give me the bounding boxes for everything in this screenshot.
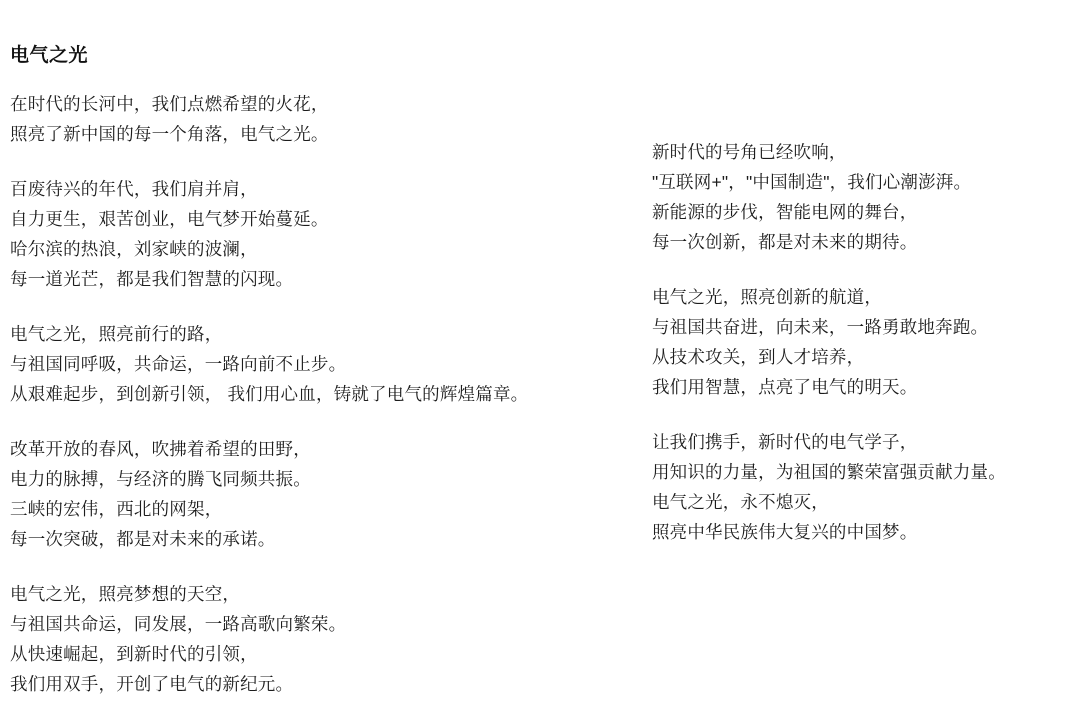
- poem-line: 电气之光，照亮创新的航道，: [651, 287, 883, 307]
- stanza: [652, 427, 1063, 547]
- poem-line: 每一次创新，都是对未来的期待。: [651, 232, 918, 252]
- poem-line: "互联网+"，"中国制造"，我们心潮澎湃。: [651, 172, 972, 192]
- stanza: [10, 89, 642, 149]
- poem-line: 照亮了新中国的每一个角落，电气之光。: [10, 124, 329, 144]
- poem-line: 电气之光，照亮前行的路，: [10, 324, 223, 344]
- poem-column-left: [10, 89, 652, 699]
- poem-column-right: [652, 89, 1063, 547]
- poem-line: 从快速崛起，到新时代的引领，: [10, 644, 258, 664]
- poem-line: 改革开放的春风，吹拂着希望的田野，: [10, 439, 311, 459]
- poem-line: 让我们携手，新时代的电气学子，: [651, 432, 918, 452]
- poem-line: 百废待兴的年代，我们肩并肩，: [10, 179, 258, 199]
- poem-line: 每一道光芒，都是我们智慧的闪现。: [10, 269, 294, 289]
- poem-line: 新时代的号角已经吹响，: [651, 142, 847, 162]
- poem-line: 自力更生，艰苦创业，电气梦开始蔓延。: [10, 209, 329, 229]
- poem-line: 每一次突破，都是对未来的承诺。: [10, 529, 276, 549]
- poem-line: 我们用双手，开创了电气的新纪元。: [10, 674, 294, 694]
- poem-line: 与祖国共命运，同发展，一路高歌向繁荣。: [10, 614, 347, 634]
- poem-line: 新能源的步伐，智能电网的舞台，: [651, 202, 918, 222]
- poem-columns: [10, 89, 1063, 699]
- poem-line: 与祖国共奋进，向未来，一路勇敢地奔跑。: [651, 317, 989, 337]
- poem-line: 我们用智慧，点亮了电气的明天。: [651, 377, 918, 397]
- poem-line: 电气之光，永不熄灭，: [651, 492, 829, 512]
- stanza: [652, 137, 1063, 257]
- stanza: [10, 174, 642, 294]
- poem-line: 照亮中华民族伟大复兴的中国梦。: [651, 522, 918, 542]
- poem-line: 从技术攻关，到人才培养，: [651, 347, 865, 367]
- poem-line: 与祖国同呼吸，共命运，一路向前不止步。: [10, 354, 347, 374]
- stanza: [10, 579, 642, 699]
- stanza: [652, 282, 1063, 402]
- poem-line: 在时代的长河中，我们点燃希望的火花，: [10, 94, 329, 114]
- stanza: [10, 434, 642, 554]
- poem-line: 从艰难起步，到创新引领， 我们用心血，铸就了电气的辉煌篇章。: [10, 384, 529, 404]
- poem-line: 三峡的宏伟，西北的网架，: [10, 499, 223, 519]
- poem-line: 哈尔滨的热浪，刘家峡的波澜，: [10, 239, 258, 259]
- page-title: 电气之光: [10, 45, 89, 66]
- poem-line: 电力的脉搏，与经济的腾飞同频共振。: [10, 469, 311, 489]
- stanza: [10, 319, 642, 409]
- poem-line: 用知识的力量，为祖国的繁荣富强贡献力量。: [651, 462, 1006, 482]
- poem-line: 电气之光，照亮梦想的天空，: [10, 584, 241, 604]
